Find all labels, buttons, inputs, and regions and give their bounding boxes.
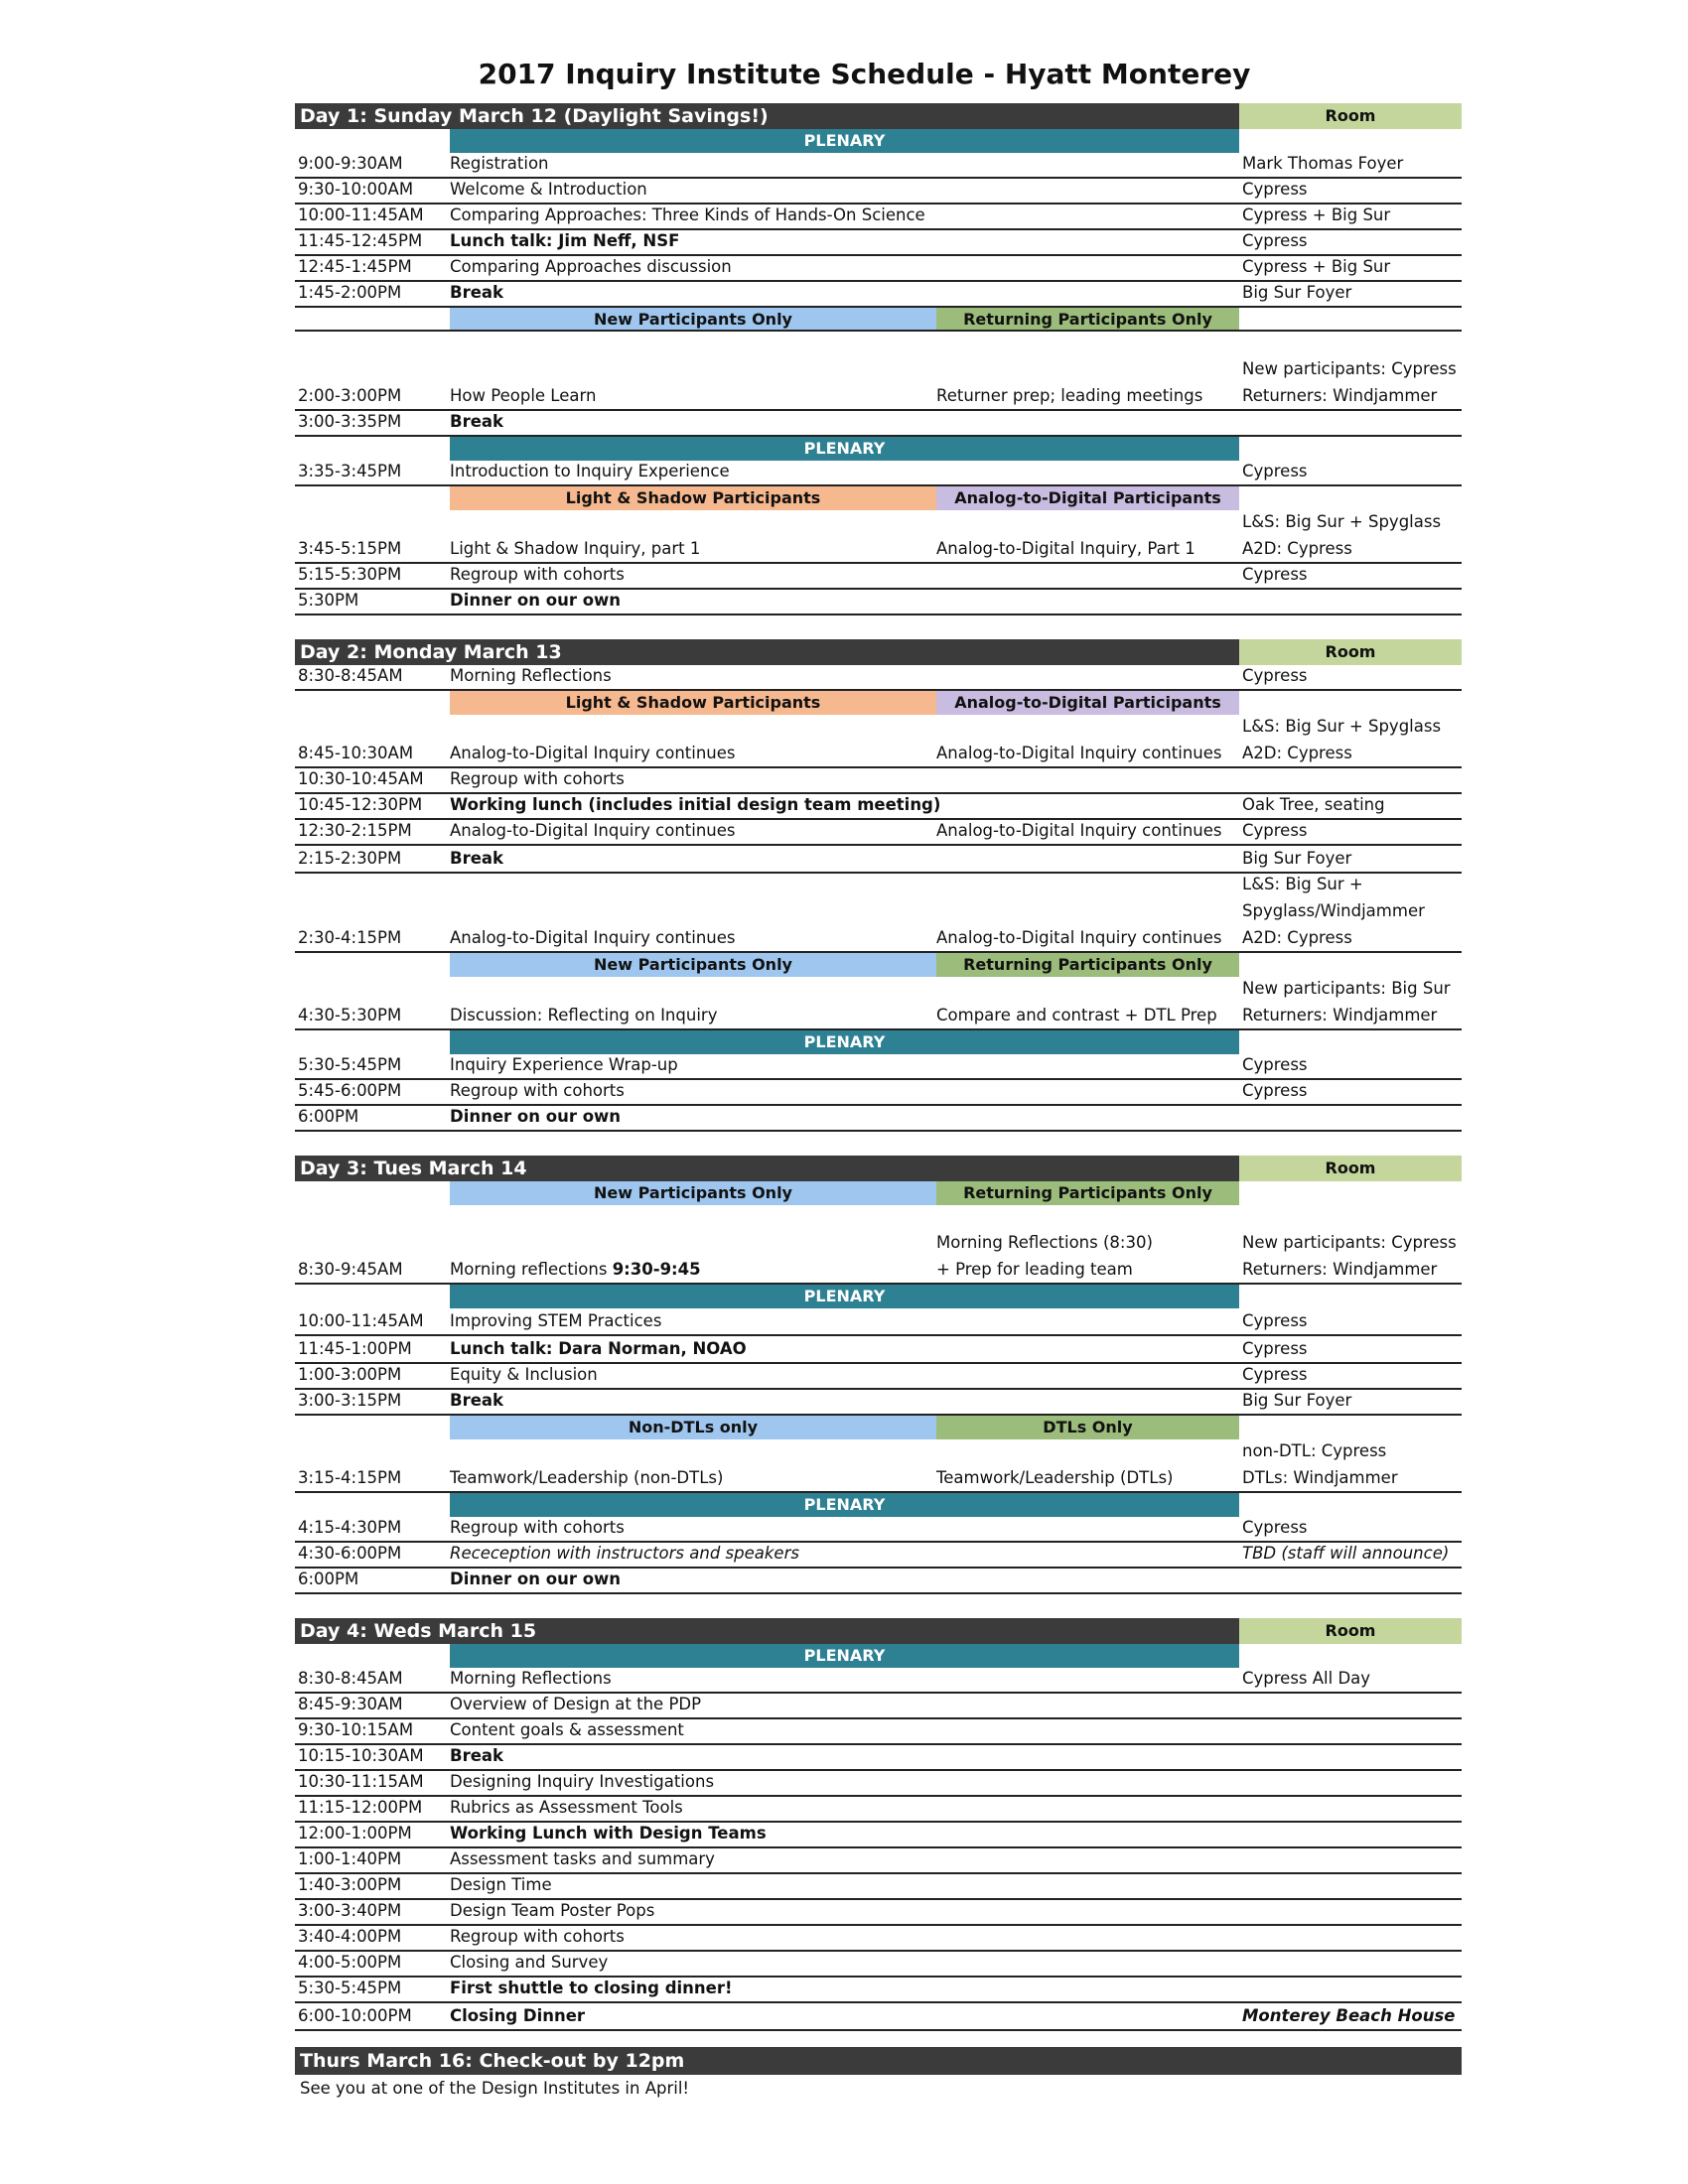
activity-cell: Break bbox=[450, 849, 504, 868]
plenary-bar bbox=[295, 129, 1462, 153]
page-title: 2017 Inquiry Institute Schedule - Hyatt Monterey bbox=[478, 58, 1251, 90]
returning-participants-label: Returning Participants Only bbox=[936, 308, 1239, 330]
room-cell: Cypress bbox=[1242, 231, 1308, 250]
table-row bbox=[295, 510, 1462, 564]
room-cell: Mark Thomas Foyer bbox=[1242, 154, 1404, 173]
activity-cell: Inquiry Experience Wrap-up bbox=[450, 1055, 678, 1074]
room-line: L&S: Big Sur + Spyglass bbox=[1242, 717, 1442, 736]
activity-cell: Morning Reflections bbox=[450, 1669, 612, 1688]
time-cell: 2:15-2:30PM bbox=[298, 849, 402, 868]
table-row bbox=[295, 874, 1462, 953]
time-cell: 2:00-3:00PM bbox=[298, 386, 402, 405]
table-row bbox=[295, 282, 1462, 308]
plenary-label: PLENARY bbox=[450, 1285, 1239, 1308]
table-row bbox=[295, 564, 1462, 590]
dtls-label: DTLs Only bbox=[936, 1416, 1239, 1439]
time-cell: 8:45-9:30AM bbox=[298, 1695, 403, 1713]
room-cell: Big Sur Foyer bbox=[1242, 849, 1352, 868]
table-row bbox=[295, 977, 1462, 1030]
room-cell bbox=[1239, 355, 1462, 409]
activity-cell: How People Learn bbox=[450, 386, 597, 405]
time-cell: 10:30-10:45AM bbox=[298, 769, 424, 788]
activity-cell: Assessment tasks and summary bbox=[450, 1849, 715, 1868]
group-bar bbox=[295, 1416, 1462, 1439]
time-cell: 4:00-5:00PM bbox=[298, 1953, 402, 1972]
time-cell: 1:40-3:00PM bbox=[298, 1875, 402, 1894]
table-row bbox=[295, 1771, 1462, 1797]
room-cell: Cypress bbox=[1242, 821, 1308, 840]
activity-cell: Light & Shadow Inquiry, part 1 bbox=[450, 539, 701, 558]
table-row bbox=[295, 1900, 1462, 1926]
activity-cell: Closing and Survey bbox=[450, 1953, 609, 1972]
schedule-table bbox=[295, 103, 1462, 2103]
room-cell: Cypress All Day bbox=[1242, 1669, 1371, 1688]
time-cell: 8:30-8:45AM bbox=[298, 1669, 403, 1688]
time-cell: 11:15-12:00PM bbox=[298, 1798, 423, 1817]
day-title: Day 4: Weds March 15 bbox=[295, 1618, 1239, 1644]
activity-cell: Break bbox=[450, 283, 504, 302]
room-line: non-DTL: Cypress bbox=[1242, 1441, 1387, 1460]
table-row bbox=[295, 1543, 1462, 1569]
activity-cell: Discussion: Reflecting on Inquiry bbox=[450, 1006, 718, 1024]
plenary-bar bbox=[295, 1493, 1462, 1517]
activity-cell: Morning Reflections bbox=[450, 666, 612, 685]
room-cell: Cypress bbox=[1242, 1365, 1308, 1384]
plenary-bar bbox=[295, 1030, 1462, 1054]
table-row bbox=[295, 1874, 1462, 1900]
room-cell: Big Sur Foyer bbox=[1242, 1391, 1352, 1410]
table-row bbox=[295, 461, 1462, 486]
table-row bbox=[295, 1797, 1462, 1823]
time-cell: 9:30-10:00AM bbox=[298, 180, 414, 199]
time-cell: 8:45-10:30AM bbox=[298, 744, 414, 762]
day3-header bbox=[295, 1156, 1462, 1181]
activity-cell: Lunch talk: Dara Norman, NOAO bbox=[450, 1339, 747, 1358]
table-row bbox=[295, 230, 1462, 256]
activity-cell: Dinner on our own bbox=[450, 1107, 622, 1126]
time-cell: 10:30-11:15AM bbox=[298, 1772, 424, 1791]
activity-cell: Analog-to-Digital Inquiry continues bbox=[450, 744, 736, 762]
table-row bbox=[295, 1978, 1462, 2003]
activity-cell: Overview of Design at the PDP bbox=[450, 1695, 702, 1713]
table-row bbox=[295, 1719, 1462, 1745]
time-cell: 5:45-6:00PM bbox=[298, 1081, 402, 1100]
time-cell: 6:00PM bbox=[298, 1570, 359, 1588]
day2-header bbox=[295, 639, 1462, 665]
room-cell: Cypress + Big Sur bbox=[1242, 205, 1391, 224]
activity-cell: Rubrics as Assessment Tools bbox=[450, 1798, 683, 1817]
group-bar bbox=[295, 486, 1462, 510]
time-cell: 12:45-1:45PM bbox=[298, 257, 412, 276]
returning-cell: Analog-to-Digital Inquiry, Part 1 bbox=[936, 539, 1196, 558]
time-cell: 3:00-3:40PM bbox=[298, 1901, 402, 1920]
activity-cell: Dinner on our own bbox=[450, 591, 622, 610]
room-line: L&S: Big Sur + bbox=[1242, 875, 1363, 893]
room-cell bbox=[1239, 508, 1462, 562]
table-row bbox=[295, 1390, 1462, 1416]
room-cell bbox=[1239, 1229, 1462, 1283]
non-dtls-label: Non-DTLs only bbox=[450, 1416, 936, 1439]
time-cell: 8:30-9:45AM bbox=[298, 1260, 403, 1279]
table-row bbox=[295, 1439, 1462, 1493]
new-participants-label: New Participants Only bbox=[450, 953, 936, 977]
time-cell: 8:30-8:45AM bbox=[298, 666, 403, 685]
activity-cell: Working lunch (includes initial design team meeting) bbox=[450, 795, 941, 814]
time-cell: 5:30-5:45PM bbox=[298, 1979, 402, 1997]
table-row bbox=[295, 1205, 1462, 1285]
time-cell: 6:00-10:00PM bbox=[298, 2006, 412, 2025]
time-cell: 3:35-3:45PM bbox=[298, 462, 402, 480]
room-line: New participants: Big Sur bbox=[1242, 979, 1451, 998]
room-line: Returners: Windjammer bbox=[1242, 386, 1438, 405]
time-cell: 1:45-2:00PM bbox=[298, 283, 402, 302]
table-row bbox=[295, 1054, 1462, 1080]
plenary-label: PLENARY bbox=[450, 1644, 1239, 1668]
room-cell: Cypress bbox=[1242, 180, 1308, 199]
activity-cell: Content goals & assessment bbox=[450, 1720, 684, 1739]
time-cell: 5:30PM bbox=[298, 591, 359, 610]
room-cell: Cypress bbox=[1242, 1339, 1308, 1358]
time-cell: 11:45-1:00PM bbox=[298, 1339, 412, 1358]
time-cell: 9:30-10:15AM bbox=[298, 1720, 414, 1739]
time-cell: 3:00-3:15PM bbox=[298, 1391, 402, 1410]
activity-cell: Working Lunch with Design Teams bbox=[450, 1824, 767, 1843]
a2d-participants-label: Analog-to-Digital Participants bbox=[936, 486, 1239, 510]
activity-cell: Comparing Approaches: Three Kinds of Hands-On Science bbox=[450, 205, 925, 224]
time-cell: 5:15-5:30PM bbox=[298, 565, 402, 584]
activity-cell: Designing Inquiry Investigations bbox=[450, 1772, 715, 1791]
room-cell bbox=[1239, 871, 1462, 951]
activity-cell: Introduction to Inquiry Experience bbox=[450, 462, 730, 480]
table-row bbox=[295, 411, 1462, 437]
day-title: Day 3: Tues March 14 bbox=[295, 1156, 1239, 1181]
checkout-banner: Thurs March 16: Check-out by 12pm bbox=[295, 2047, 1462, 2075]
new-participants-label: New Participants Only bbox=[450, 308, 936, 330]
ls-participants-label: Light & Shadow Participants bbox=[450, 486, 936, 510]
activity-cell: Break bbox=[450, 412, 504, 431]
activity-cell: Dinner on our own bbox=[450, 1570, 622, 1588]
plenary-bar bbox=[295, 437, 1462, 461]
table-row bbox=[295, 1668, 1462, 1694]
time-cell: 3:40-4:00PM bbox=[298, 1927, 402, 1946]
time-cell: 10:00-11:45AM bbox=[298, 1311, 424, 1330]
returning-line: Morning Reflections (8:30) bbox=[936, 1233, 1153, 1252]
returning-cell: Returner prep; leading meetings bbox=[936, 386, 1203, 405]
footer-note: See you at one of the Design Institutes in April! bbox=[300, 2079, 690, 2098]
table-row bbox=[295, 1308, 1462, 1336]
returning-cell: Analog-to-Digital Inquiry continues bbox=[936, 744, 1222, 762]
room-line: A2D: Cypress bbox=[1242, 928, 1352, 947]
activity-cell: Analog-to-Digital Inquiry continues bbox=[450, 928, 736, 947]
plenary-label: PLENARY bbox=[450, 1030, 1239, 1054]
table-row bbox=[295, 768, 1462, 794]
group-bar bbox=[295, 1181, 1462, 1205]
table-row bbox=[295, 1745, 1462, 1771]
group-bar bbox=[295, 691, 1462, 715]
room-header: Room bbox=[1239, 1618, 1462, 1644]
activity-cell: Regroup with cohorts bbox=[450, 565, 625, 584]
group-bar bbox=[295, 308, 1462, 332]
room-line: Returners: Windjammer bbox=[1242, 1260, 1438, 1279]
activity-cell: Improving STEM Practices bbox=[450, 1311, 662, 1330]
activity-time-bold: 9:30-9:45 bbox=[612, 1260, 701, 1279]
table-row bbox=[295, 715, 1462, 768]
activity-cell: Break bbox=[450, 1746, 504, 1765]
table-row bbox=[295, 820, 1462, 846]
plenary-bar bbox=[295, 1644, 1462, 1668]
returning-cell: Analog-to-Digital Inquiry continues bbox=[936, 928, 1222, 947]
table-row bbox=[295, 256, 1462, 282]
room-line: New participants: Cypress bbox=[1242, 1233, 1457, 1252]
ls-participants-label: Light & Shadow Participants bbox=[450, 691, 936, 715]
table-row bbox=[295, 1848, 1462, 1874]
table-row bbox=[295, 1926, 1462, 1952]
table-row bbox=[295, 332, 1462, 411]
room-cell bbox=[1239, 975, 1462, 1028]
table-row bbox=[295, 1336, 1462, 1364]
time-cell: 10:45-12:30PM bbox=[298, 795, 423, 814]
room-cell bbox=[1239, 713, 1462, 766]
table-row bbox=[295, 1364, 1462, 1390]
activity-cell: Design Time bbox=[450, 1875, 552, 1894]
time-cell: 1:00-1:40PM bbox=[298, 1849, 402, 1868]
activity-cell: Equity & Inclusion bbox=[450, 1365, 598, 1384]
time-cell: 6:00PM bbox=[298, 1107, 359, 1126]
room-cell: Cypress bbox=[1242, 1311, 1308, 1330]
table-row bbox=[295, 1952, 1462, 1978]
activity-cell: Regroup with cohorts bbox=[450, 1518, 625, 1537]
room-cell: Cypress bbox=[1242, 1055, 1308, 1074]
returning-participants-label: Returning Participants Only bbox=[936, 1181, 1239, 1205]
time-cell: 3:15-4:15PM bbox=[298, 1468, 402, 1487]
table-row bbox=[295, 1517, 1462, 1543]
activity-cell: Lunch talk: Jim Neff, NSF bbox=[450, 231, 680, 250]
activity-cell: Regroup with cohorts bbox=[450, 1081, 625, 1100]
room-cell: Big Sur Foyer bbox=[1242, 283, 1352, 302]
time-cell: 12:30-2:15PM bbox=[298, 821, 412, 840]
returning-participants-label: Returning Participants Only bbox=[936, 953, 1239, 977]
time-cell: 10:15-10:30AM bbox=[298, 1746, 424, 1765]
day-title: Day 2: Monday March 13 bbox=[295, 639, 1239, 665]
day1-header bbox=[295, 103, 1462, 129]
time-cell: 4:30-5:30PM bbox=[298, 1006, 402, 1024]
room-line: DTLs: Windjammer bbox=[1242, 1468, 1398, 1487]
room-cell: Cypress bbox=[1242, 462, 1308, 480]
activity-cell: Regroup with cohorts bbox=[450, 769, 625, 788]
activity-cell: Receception with instructors and speakers bbox=[450, 1544, 799, 1563]
new-participants-label: New Participants Only bbox=[450, 1181, 936, 1205]
room-cell: Monterey Beach House bbox=[1242, 2006, 1456, 2025]
group-bar bbox=[295, 953, 1462, 977]
room-cell: Cypress + Big Sur bbox=[1242, 257, 1391, 276]
time-cell: 12:00-1:00PM bbox=[298, 1824, 412, 1843]
room-cell: Oak Tree, seating bbox=[1242, 795, 1385, 814]
room-cell: Cypress bbox=[1242, 666, 1308, 685]
room-cell bbox=[1239, 1437, 1462, 1491]
a2d-participants-label: Analog-to-Digital Participants bbox=[936, 691, 1239, 715]
table-row bbox=[295, 1080, 1462, 1106]
room-cell: TBD (staff will announce) bbox=[1242, 1544, 1450, 1563]
activity-cell: Closing Dinner bbox=[450, 2006, 586, 2025]
room-header: Room bbox=[1239, 103, 1462, 129]
table-row bbox=[295, 1569, 1462, 1594]
table-row bbox=[295, 1694, 1462, 1719]
table-row bbox=[295, 846, 1462, 874]
room-line: Returners: Windjammer bbox=[1242, 1006, 1438, 1024]
time-cell: 4:30-6:00PM bbox=[298, 1544, 402, 1563]
plenary-label: PLENARY bbox=[450, 437, 1239, 461]
returning-cell: Analog-to-Digital Inquiry continues bbox=[936, 821, 1222, 840]
time-cell: 10:00-11:45AM bbox=[298, 205, 424, 224]
time-cell: 3:45-5:15PM bbox=[298, 539, 402, 558]
day-title: Day 1: Sunday March 12 (Daylight Savings!) bbox=[295, 103, 1239, 129]
time-cell: 1:00-3:00PM bbox=[298, 1365, 402, 1384]
table-row bbox=[295, 153, 1462, 179]
activity-cell bbox=[450, 1257, 936, 1283]
day4-header bbox=[295, 1618, 1462, 1644]
activity-cell: Break bbox=[450, 1391, 504, 1410]
table-row bbox=[295, 205, 1462, 230]
time-cell: 4:15-4:30PM bbox=[298, 1518, 402, 1537]
returning-cell bbox=[936, 1229, 1239, 1283]
activity-cell: Design Team Poster Pops bbox=[450, 1901, 655, 1920]
room-cell: Cypress bbox=[1242, 1518, 1308, 1537]
plenary-bar bbox=[295, 1285, 1462, 1308]
room-header: Room bbox=[1239, 1156, 1462, 1181]
returning-line: + Prep for leading team bbox=[936, 1260, 1133, 1279]
returning-cell: Compare and contrast + DTL Prep bbox=[936, 1006, 1217, 1024]
returning-cell: Teamwork/Leadership (DTLs) bbox=[936, 1468, 1174, 1487]
room-header: Room bbox=[1239, 639, 1462, 665]
table-row bbox=[295, 1823, 1462, 1848]
table-row bbox=[295, 2003, 1462, 2031]
activity-cell: Registration bbox=[450, 154, 549, 173]
plenary-label: PLENARY bbox=[450, 129, 1239, 153]
activity-cell: Analog-to-Digital Inquiry continues bbox=[450, 821, 736, 840]
time-cell: 5:30-5:45PM bbox=[298, 1055, 402, 1074]
time-cell: 9:00-9:30AM bbox=[298, 154, 403, 173]
room-line: A2D: Cypress bbox=[1242, 539, 1352, 558]
room-line: Spyglass/Windjammer bbox=[1242, 901, 1425, 920]
table-row bbox=[295, 665, 1462, 691]
time-cell: 11:45-12:45PM bbox=[298, 231, 423, 250]
room-cell: Cypress bbox=[1242, 565, 1308, 584]
table-row bbox=[295, 179, 1462, 205]
plenary-label: PLENARY bbox=[450, 1493, 1239, 1517]
activity-cell: First shuttle to closing dinner! bbox=[450, 1979, 733, 1997]
time-cell: 2:30-4:15PM bbox=[298, 928, 402, 947]
room-line: A2D: Cypress bbox=[1242, 744, 1352, 762]
activity-cell: Comparing Approaches discussion bbox=[450, 257, 732, 276]
activity-text: Morning reflections bbox=[450, 1260, 613, 1279]
time-cell: 3:00-3:35PM bbox=[298, 412, 402, 431]
activity-cell: Regroup with cohorts bbox=[450, 1927, 625, 1946]
table-row bbox=[295, 1106, 1462, 1132]
room-line: L&S: Big Sur + Spyglass bbox=[1242, 512, 1442, 531]
table-row bbox=[295, 794, 1462, 820]
activity-cell: Welcome & Introduction bbox=[450, 180, 647, 199]
table-row bbox=[295, 590, 1462, 615]
room-line: New participants: Cypress bbox=[1242, 359, 1457, 378]
activity-cell: Teamwork/Leadership (non-DTLs) bbox=[450, 1468, 724, 1487]
room-cell: Cypress bbox=[1242, 1081, 1308, 1100]
